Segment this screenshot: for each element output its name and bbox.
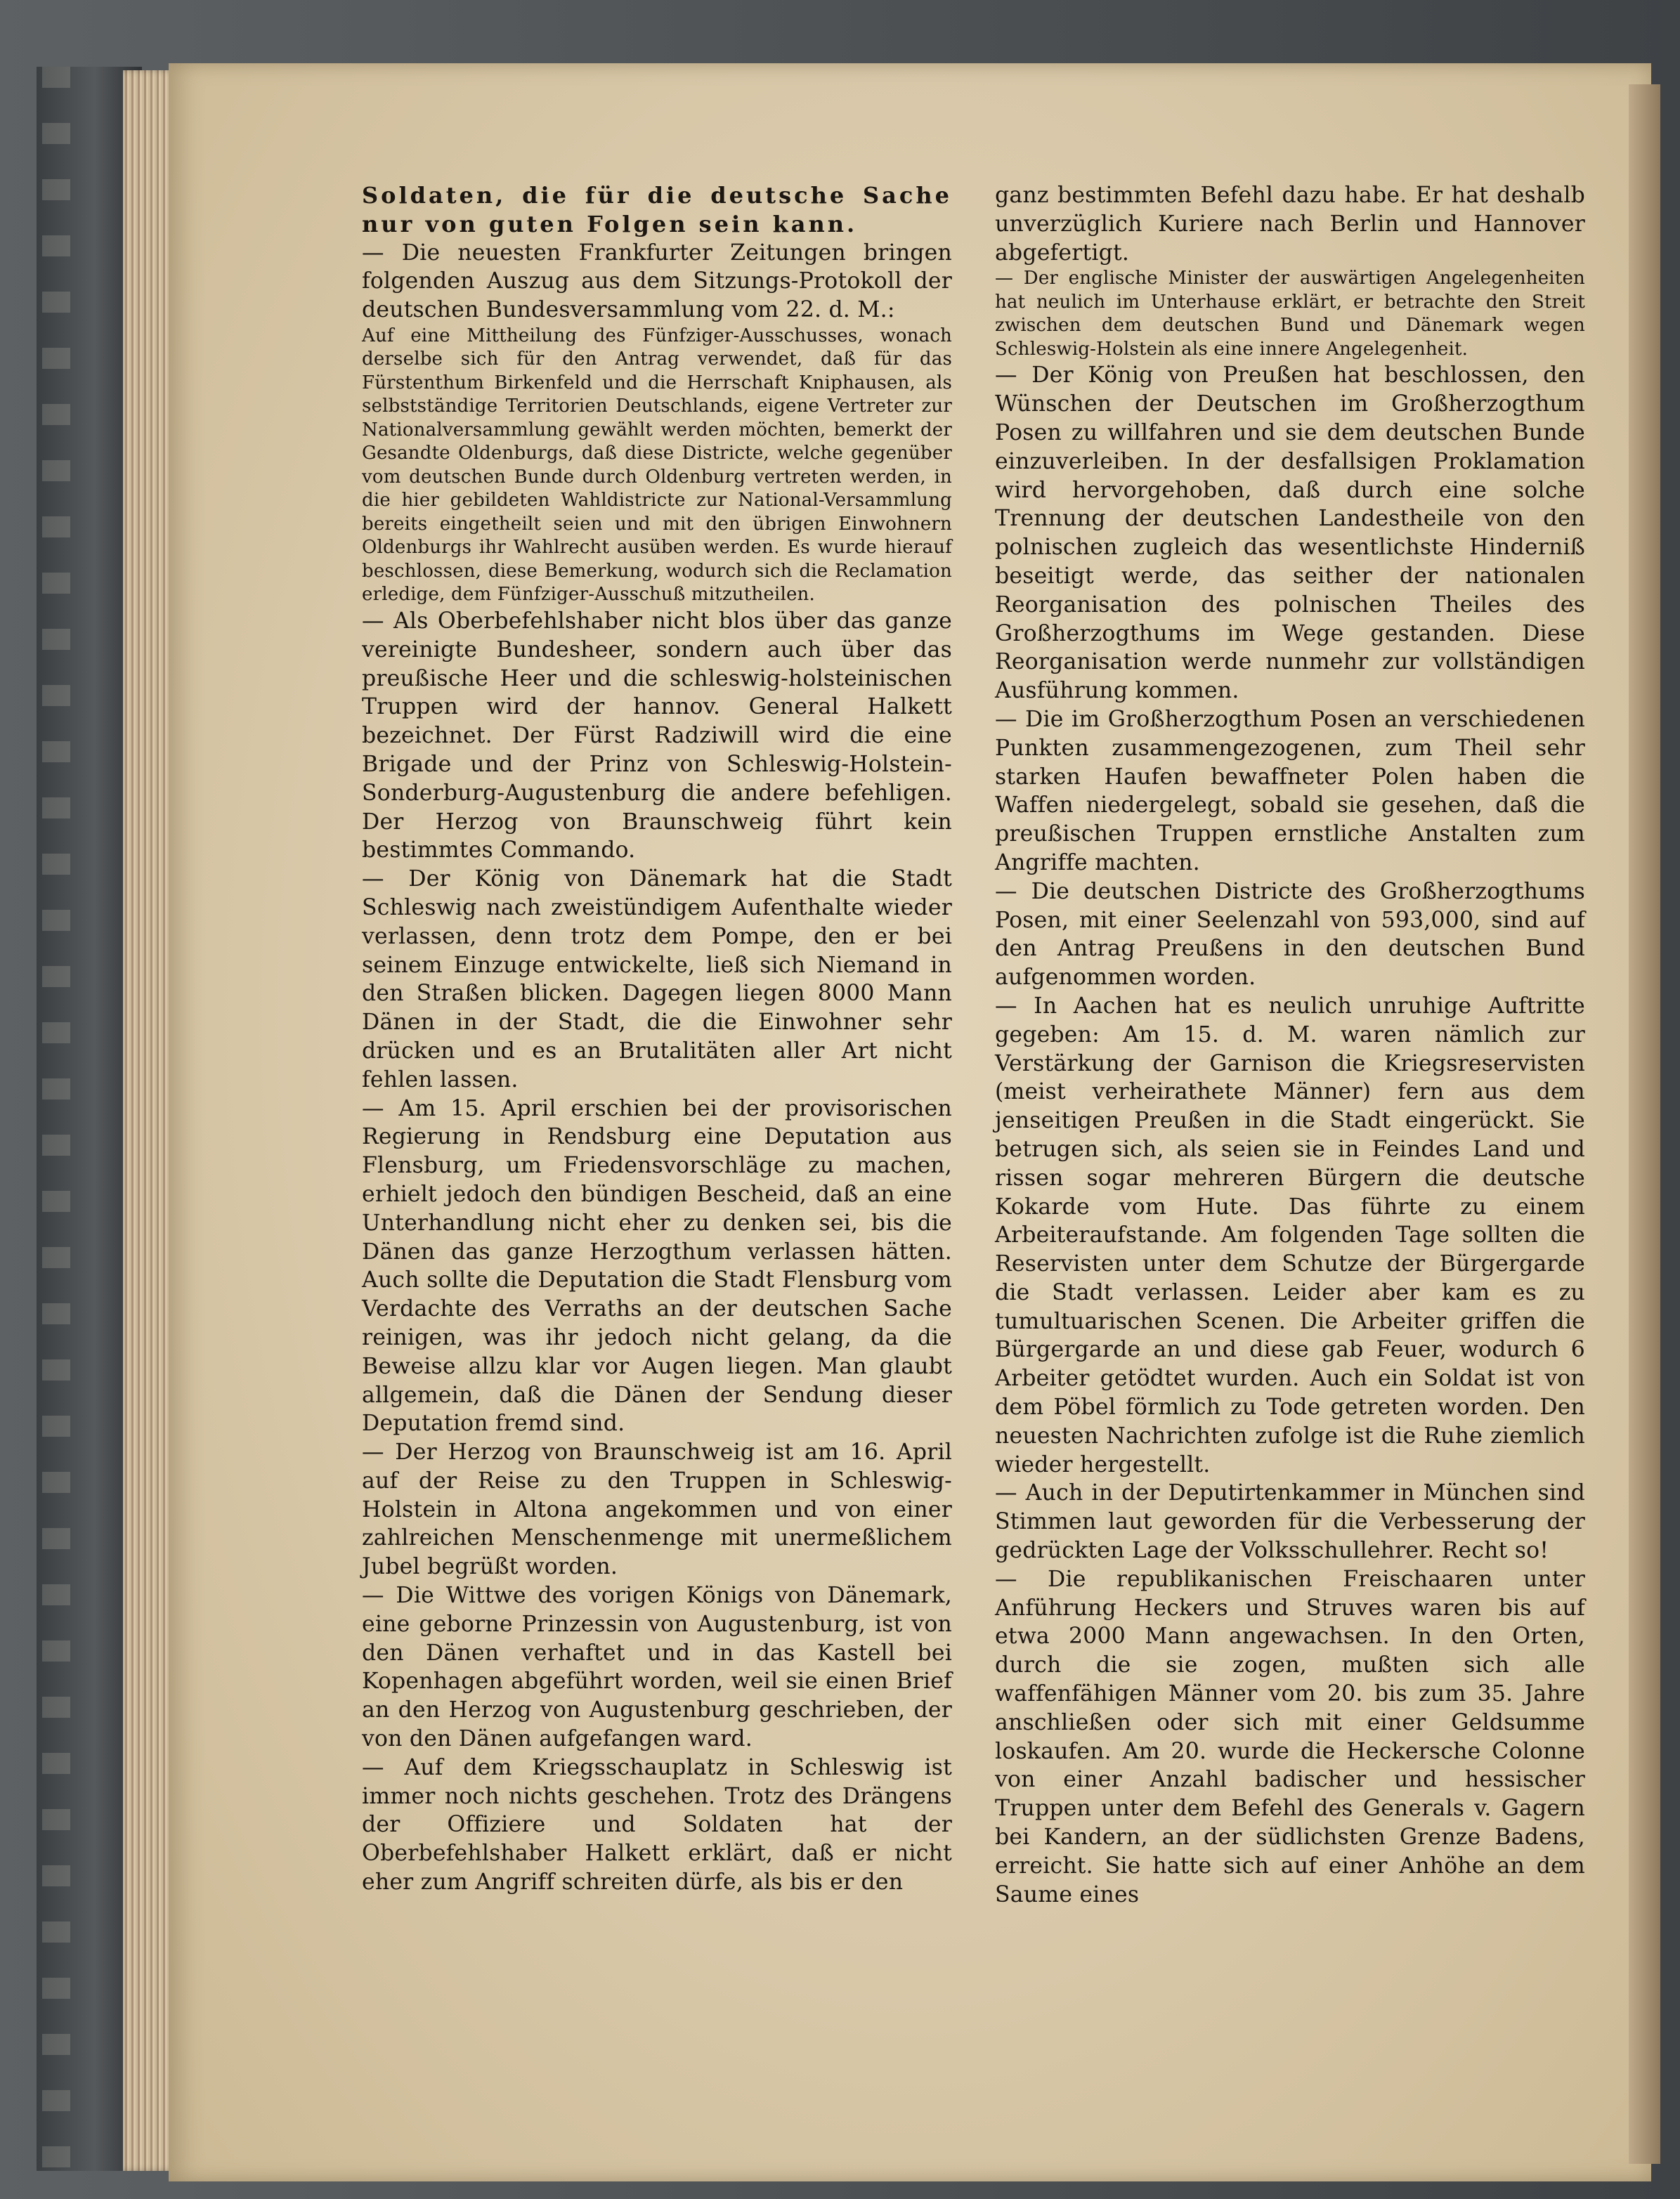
paragraph: — Die Wittwe des vorigen Königs von Dänemark, eine geborne Prinzessin von Augustenburg, ist von den Dänen verhaftet und in das Kastell bei Kopenhagen abgeführt worden, weil sie einen Brief an den Herzog von Augustenburg geschrieben, der von den Dänen aufgefangen ward. [362,1583,952,1752]
paragraph: — Die deutschen Districte des Großherzogthums Posen, mit einer Seelenzahl von 593,000, sind auf den Antrag Preußens in den deutschen Bund aufgenommen worden. [995,878,1585,991]
paragraph: — Die republikanischen Freischaaren unter Anführung Heckers und Struves waren bis auf etwa 2000 Mann angewachsen. In den Orten, durch die sie zogen, mußten sich alle waffenfähigen Männer vom 20. bis zum 35. Jahre anschließen oder sich mit einer Geldsumme loskaufen. Am 20. wurde die Heckersche Colonne von einer Anzahl badischer und hessischer Truppen unter dem Befehl des Generals v. Gagern bei Kandern, an der südlichsten Grenze Badens, erreicht. Sie hatte sich auf einer Anhöhe an dem Saume eines [995,1566,1585,1907]
paragraph: Soldaten, die für die deutsche Sache nur von guten Folgen sein kann. [362,182,952,237]
paragraph: — Auf dem Kriegsschauplatz in Schleswig ist immer noch nichts geschehen. Trotz des Drängens der Offiziere und Soldaten hat der Oberbefehlshaber Halkett erklärt, daß er nicht eher zum Angriff schreiten dürfe, als bis er den [362,1754,952,1895]
right-text-column [995,181,1585,1909]
paragraph: — Am 15. April erschien bei der provisorischen Regierung in Rendsburg eine Deputation aus Flensburg, um Friedensvorschläge zu machen, erhielt jedoch den bündigen Bescheid, daß an eine Unterhandlung nicht eher zu denken sei, bis die Dänen das ganze Herzogthum verlassen hätten. Auch sollte die Deputation die Stadt Flensburg vom Verdachte des Verraths an der deutschen Sache reinigen, was ihr jedoch nicht gelang, da die Beweise allzu klar vor Augen liegen. Man glaubt allgemein, daß die Dänen der Sendung dieser Deputation fremd sind. [362,1095,952,1437]
paragraph: — Als Oberbefehlshaber nicht blos über das ganze vereinigte Bundesheer, sondern auch über das preußische Heer und die schleswig-holsteinischen Truppen wird der hannov. General Halkett bezeichnet. Der Fürst Radziwill wird die eine Brigade und der Prinz von Schleswig-Holstein-Sonderburg-Augustenburg die andere befehligen. Der Herzog von Braunschweig führt kein bestimmtes Commando. [362,608,952,863]
paragraph: — Der König von Preußen hat beschlossen, den Wünschen der Deutschen im Großherzogthum Posen zu willfahren und sie dem deutschen Bunde einzuverleiben. In der desfallsigen Proklamation wird hervorgehoben, daß durch eine solche Trennung der deutschen Landestheile von den polnischen zugleich das wesentlichste Hinderniß beseitigt werde, das seither der nationalen Reorganisation des polnischen Theiles des Großherzogthums im Wege gestanden. Diese Reorganisation werde nunmehr zur vollständigen Ausführung kommen. [995,363,1585,704]
paragraph: — Die im Großherzogthum Posen an verschiedenen Punkten zusammengezogenen, zum Theil sehr starken Haufen bewaffneter Polen haben die Waffen niedergelegt, sobald sie gesehen, daß die preußischen Truppen ernstliche Anstalten zum Angriffe machten. [995,706,1585,875]
paragraph: — Die neuesten Frankfurter Zeitungen bringen folgenden Auszug aus dem Sitzungs-Protokoll der deutschen Bundesversammlung vom 22. d. M.: [362,240,952,323]
paragraph-small: Auf eine Mittheilung des Fünfziger-Ausschusses, wonach derselbe sich für den Antrag verwendet, daß für das Fürstenthum Birkenfeld und die Herrschaft Kniphausen, als selbstständige Territorien Deutschlands, eigene Vertreter zur Nationalversammlung gewählt werden möchten, bemerkt der Gesandte Oldenburgs, daß diese Districte, welche gegenüber vom deutschen Bunde durch Oldenburg vertreten werden, in die hier gebildeten Wahldistricte zur National-Versammlung bereits eingetheilt seien und mit den übrigen Einwohnern Oldenburgs ihr Wahlrecht ausüben werden. Es wurde hierauf beschlossen, diese Bemerkung, wodurch sich die Reclamation erledige, dem Fünfziger-Ausschuß mitzutheilen. [362,325,952,606]
paragraph: — Auch in der Deputirtenkammer in München sind Stimmen laut geworden für die Verbesserung der gedrückten Lage der Volksschullehrer. Recht so! [995,1480,1585,1564]
paragraph: — Der König von Dänemark hat die Stadt Schleswig nach zweistündigem Aufenthalte wieder verlassen, denn trotz dem Pompe, den er bei seinem Einzuge entwickelte, ließ sich Niemand in den Straßen blicken. Dagegen liegen 8000 Mann Dänen in der Stadt, die die Einwohner sehr drücken und es an Brutalitäten aller Art nicht fehlen lassen. [362,866,952,1092]
book-right-edge [1629,84,1660,2164]
paragraph: — In Aachen hat es neulich unruhige Auftritte gegeben: Am 15. d. M. waren nämlich zur Verstärkung der Garnison die Kriegsreservisten (meist verheirathete Männer) fern aus dem jenseitigen Preußen in die Stadt eingerückt. Sie betrugen sich, als seien sie in Feindes Land und rissen sogar mehreren Bürgern die deutsche Kokarde vom Hute. Das führte zu einem Arbeiteraufstande. Am folgenden Tage sollten die Reservisten unter dem Schutze der Bürgergarde die Stadt verlassen. Leider aber kam es zu tumultuarischen Scenen. Die Arbeiter griffen die Bürgergarde an und diese gab Feuer, wodurch 6 Arbeiter getödtet wurden. Auch ein Soldat ist von dem Pöbel förmlich zu Tode getreten worden. Den neuesten Nachrichten zufolge ist die Ruhe ziemlich wieder hergestellt. [995,993,1585,1477]
left-text-column [362,181,952,1897]
paragraph-small: — Der englische Minister der auswärtigen Angelegenheiten hat neulich im Unterhause erklärt, er betrachte den Streit zwischen dem deutschen Bund und Dänemark wegen Schleswig-Holstein als eine innere Angelegenheit. [995,268,1585,360]
paragraph: ganz bestimmten Befehl dazu habe. Er hat deshalb unverzüglich Kuriere nach Berlin und Hannover abgefertigt. [995,183,1585,266]
paragraph: — Der Herzog von Braunschweig ist am 16. April auf der Reise zu den Truppen in Schleswig-Holstein in Altona angekommen und von einer zahlreichen Menschenmenge mit unermeßlichem Jubel begrüßt worden. [362,1440,952,1580]
